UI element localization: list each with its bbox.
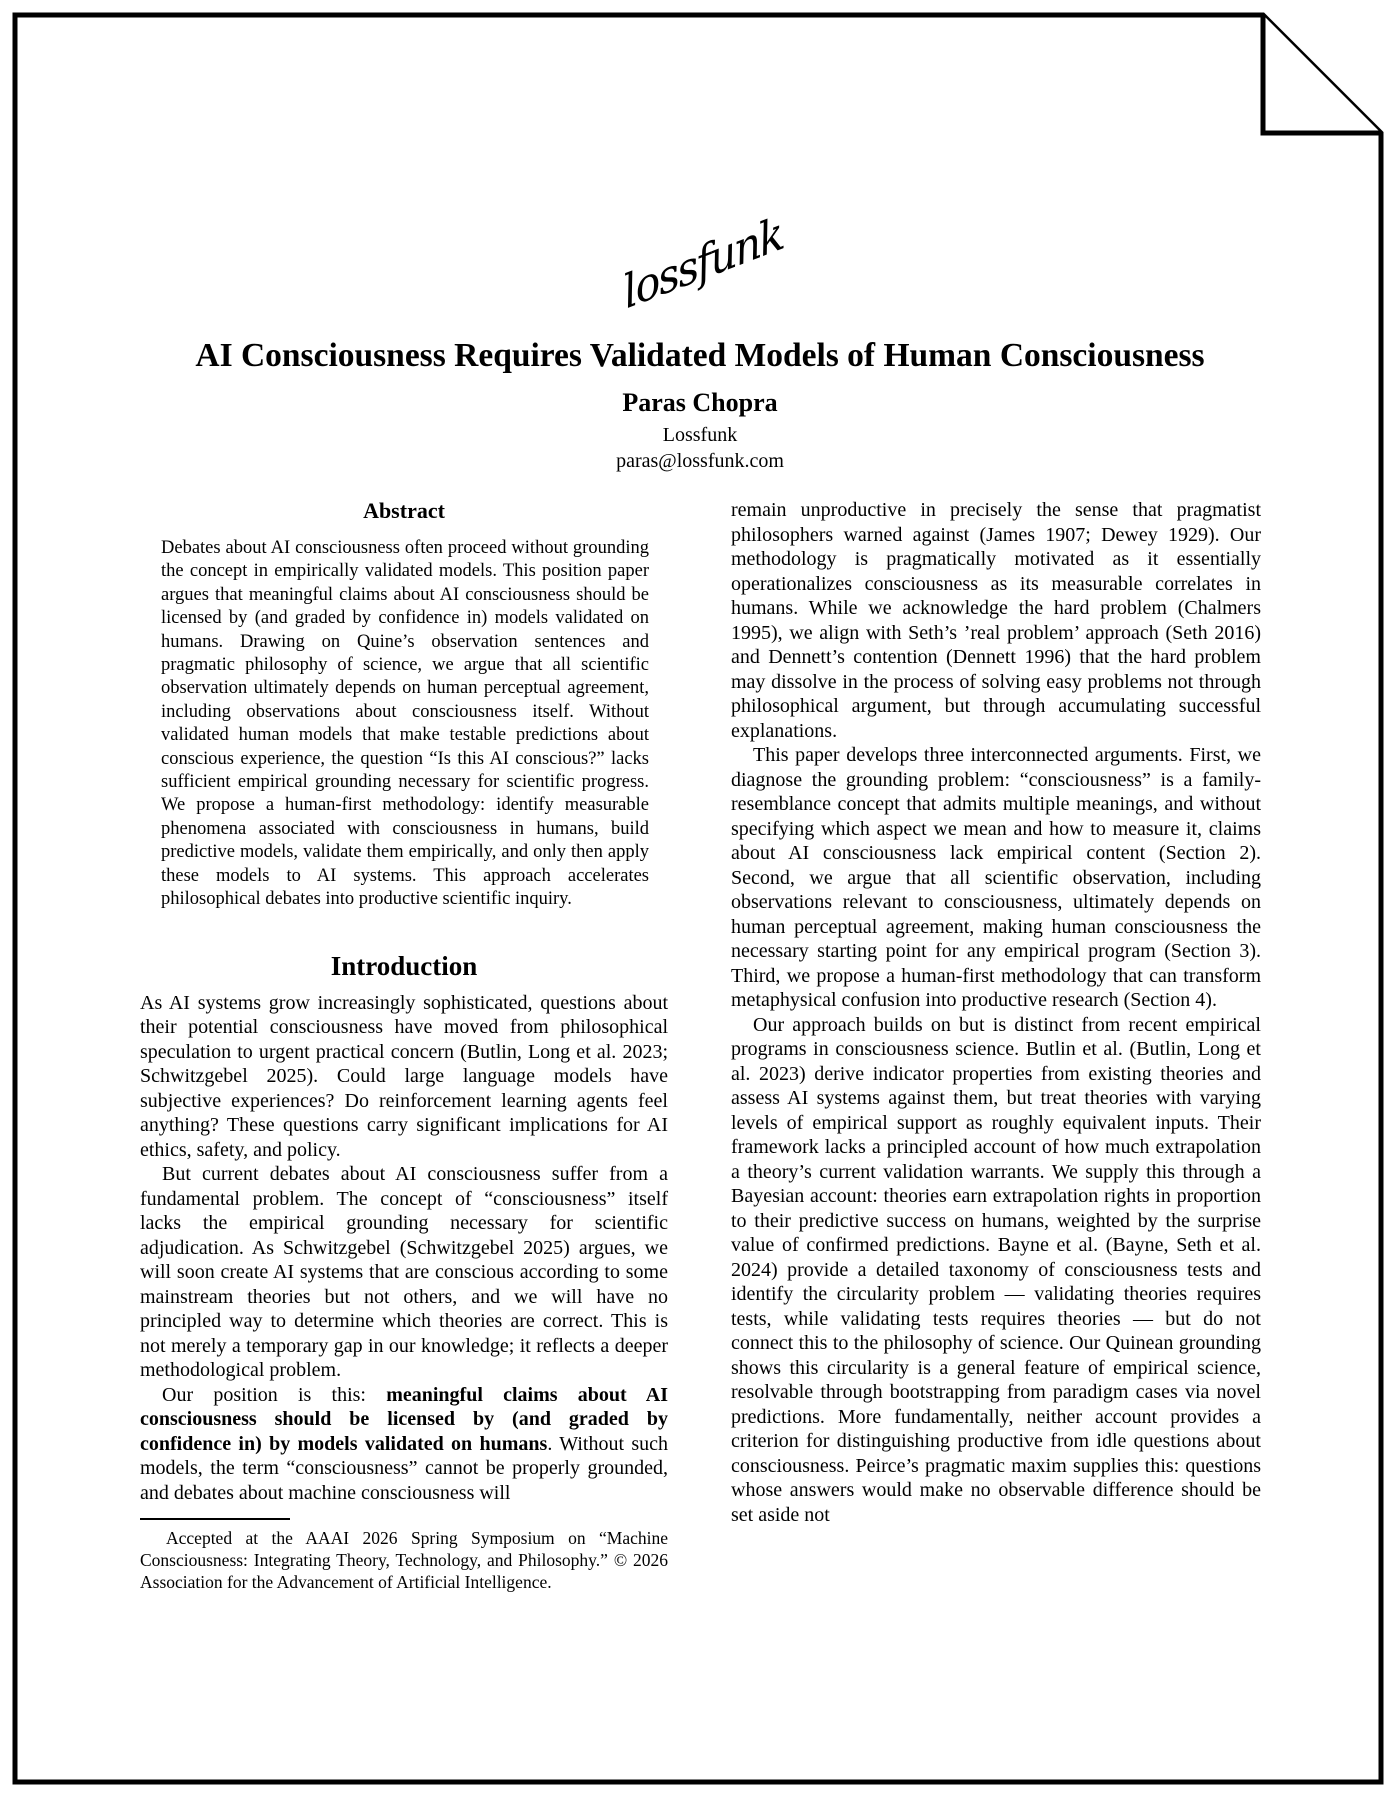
intro-paragraph-3 xyxy=(140,1383,668,1506)
intro-paragraph-1: As AI systems grow increasingly sophisticated, questions about their potential consciousness have moved from philosophical speculation to urgent practical concern (Butlin, Long et al. 2023; Schwitzgebel 2025). Could large language models have subjective experiences? Do reinforcement learning agents feel anything? These questions carry significant implications for AI ethics, safety, and policy. xyxy=(140,991,668,1161)
author-email: paras@lossfunk.com xyxy=(616,450,784,472)
left-column xyxy=(140,498,668,1593)
footnote-rule xyxy=(140,1518,290,1520)
position-statement-rest: . Without such models, the term “consciousness” cannot be properly grounded, and debates about machine consciousness will xyxy=(140,1432,668,1504)
footnote-text: Accepted at the AAAI 2026 Spring Symposium on “Machine Consciousness: Integrating Theory, Technology, and Philosophy.” © 2026 Association for the Advancement of Artificial Intelligence. xyxy=(140,1528,668,1592)
right-paragraph-2: This paper develops three interconnected arguments. First, we diagnose the grounding problem: “consciousness” is a family-resemblance concept that admits multiple meanings, and without specifying which aspect we mean and how to measure it, claims about AI consciousness lack empirical content (Section 2). Second, we argue that all scientific observation, including observations relevant to consciousness, ultimately depends on human perceptual agreement, making human consciousness the necessary starting point for any empirical program (Section 3). Third, we propose a human-first methodology that can transform metaphysical confusion into productive research (Section 4). xyxy=(731,744,1261,1011)
author-name: Paras Chopra xyxy=(622,388,778,417)
right-paragraph-1: remain unproductive in precisely the sense that pragmatist philosophers warned against (James 1907; Dewey 1929). Our methodology is pragmatically motivated as it essentially operationalizes consciousness as its measurable correlates in humans. While we acknowledge the hard problem (Chalmers 1995), we align with Seth’s ’real problem’ approach (Seth 2016) and Dennett’s contention (Dennett 1996) that the hard problem may dissolve in the process of solving easy problems not through philosophical argument, but through accumulating successful explanations. xyxy=(731,499,1261,742)
abstract-heading: Abstract xyxy=(363,498,445,523)
introduction-heading: Introduction xyxy=(330,950,478,981)
dog-ear-fold-icon xyxy=(1263,15,1381,133)
footnote xyxy=(140,1518,668,1593)
abstract-text: Debates about AI consciousness often proceed without grounding the concept in empirically validated models. This position paper argues that meaningful claims about AI consciousness should be licensed by (and graded by confidence in) models validated on humans. Drawing on Quine’s observation sentences and pragmatic philosophy of science, we argue that all scientific observation ultimately depends on human perceptual agreement, including observations about consciousness itself. Without validated human models that make testable predictions about conscious experience, the question “Is this AI conscious?” lacks sufficient empirical grounding necessary for scientific progress. We propose a human-first methodology: identify measurable phenomena associated with consciousness in humans, build predictive models, validate them empirically, and only then apply these models to AI systems. This approach accelerates philosophical debates into productive scientific inquiry. xyxy=(161,538,649,910)
position-statement-bold: meaningful claims about AI consciousness should be licensed by (and graded by confidence in) by models validated on humans xyxy=(140,1383,668,1455)
lossfunk-logo: lossfunk xyxy=(619,207,787,320)
author-affiliation: Lossfunk xyxy=(662,424,738,446)
position-statement-lead: Our position is this: xyxy=(162,1383,387,1406)
right-paragraph-3: Our approach builds on but is distinct from recent empirical programs in consciousness science. Butlin et al. (Butlin, Long et al. 2023) derive indicator properties from existing theories and assess AI systems against them, but treat theories with varying levels of empirical support as roughly equivalent inputs. Their framework lacks a principled account of how much extrapolation a theory’s current validation warrants. We supply this through a Bayesian account: theories earn extrapolation rights in proportion to their predictive success on humans, weighted by the surprise value of confirmed predictions. Bayne et al. (Bayne, Seth et al. 2024) provide a detailed taxonomy of consciousness tests and identify the circularity problem — validating theories requires tests, while validating tests requires theories — but do not connect this to the philosophy of science. Our Quinean grounding shows this circularity is a general feature of empirical science, resolvable through bootstrapping from paradigm cases via novel predictions. More fundamentally, neither account provides a criterion for distinguishing productive from idle questions about consciousness. Peirce’s pragmatic maxim supplies this: questions whose answers would make no observable difference should be set aside not xyxy=(731,1013,1261,1526)
right-column xyxy=(731,498,1261,1527)
paper-title: AI Consciousness Requires Validated Models of Human Consciousness xyxy=(195,337,1205,374)
intro-paragraph-2: But current debates about AI consciousness suffer from a fundamental problem. The concept of “consciousness” itself lacks the empirical grounding necessary for scientific adjudication. As Schwitzgebel (Schwitzgebel 2025) argues, we will soon create AI systems that are conscious according to some mainstream theories but not others, and we will have no principled way to determine which theories are correct. This is not merely a temporary gap in our knowledge; it reflects a deeper methodological problem. xyxy=(140,1163,668,1381)
